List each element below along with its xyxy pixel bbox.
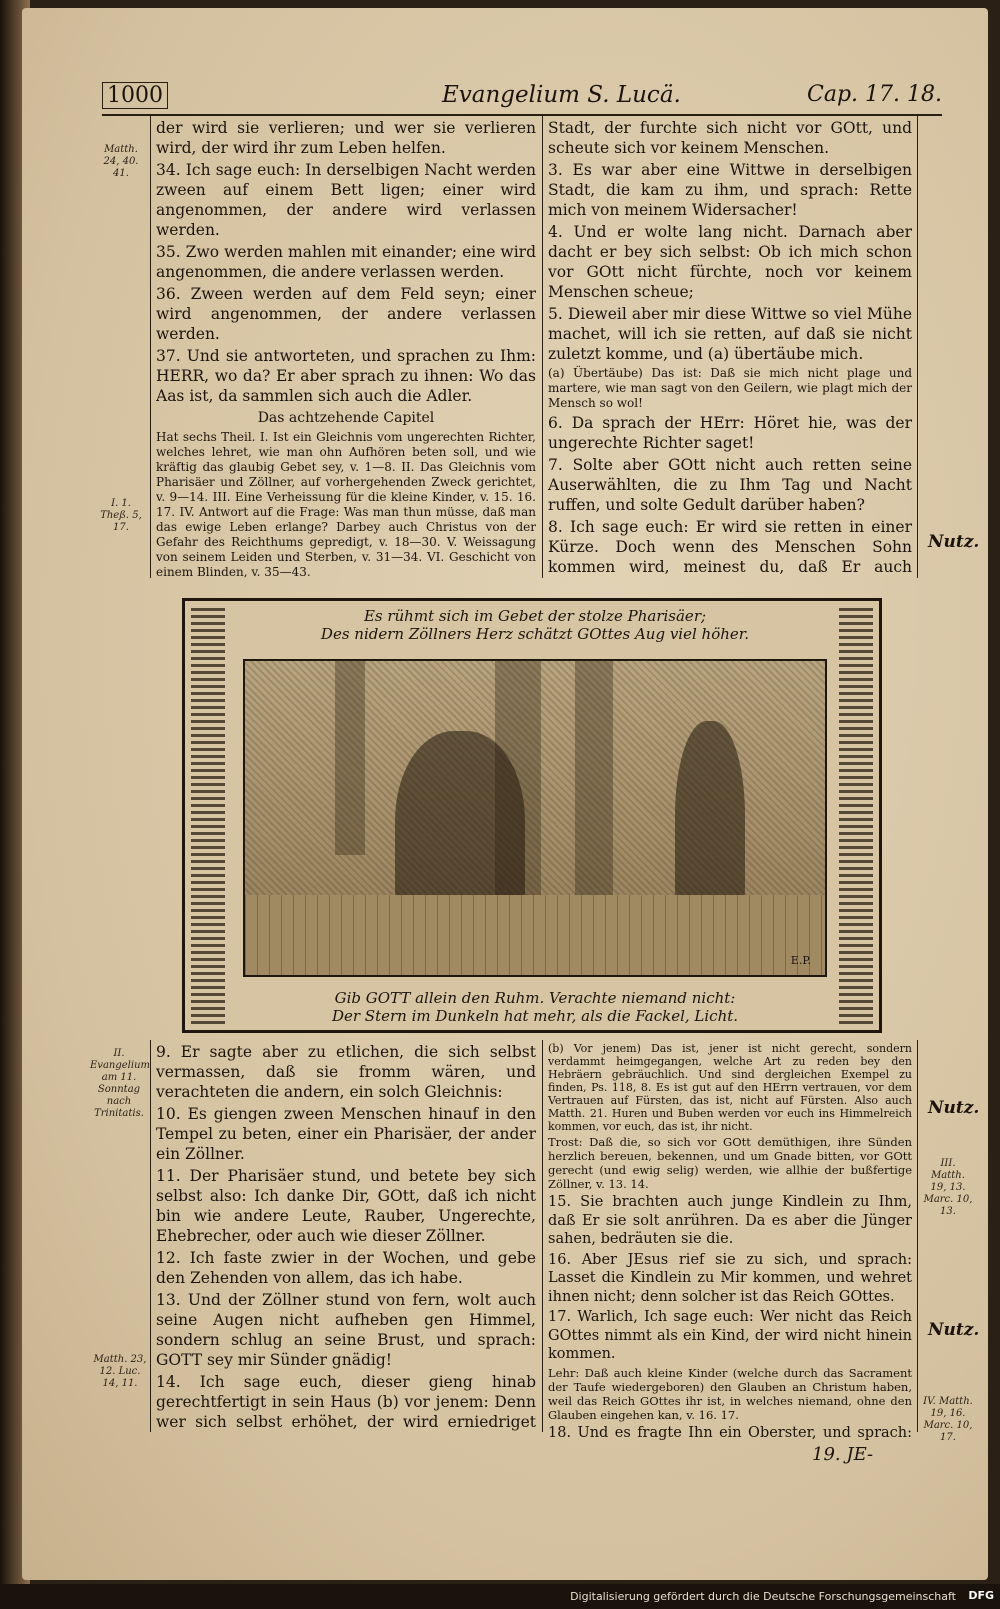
margin-note-matth19-a: III. Matth. 19, 13. Marc. 10, 13. <box>923 1158 973 1217</box>
margin-rule-right-top <box>917 116 918 578</box>
column-top-left <box>156 118 536 578</box>
temple-pillar <box>335 661 365 855</box>
verse-4: 4. Und er wolte lang nicht. Darnach aber dacht er bey sich selbst: Ob ich mich schon vor GOtt nicht fürchte, noch vor keinem Menschen scheue; <box>548 223 912 301</box>
column-divider-bottom <box>542 1040 543 1432</box>
margin-note-matth24: Matth. 24, 40. 41. <box>103 144 139 179</box>
margin-rule-right-bottom <box>917 1040 918 1432</box>
caption-bottom-line-2: Der Stern im Dunkeln hat mehr, als die Fackel, Licht. <box>331 1007 739 1025</box>
caption-bottom-line-1: Gib GOTT allein den Ruhm. Verachte niemand nicht: <box>334 989 736 1007</box>
caption-top-line-2: Des nidern Zöllners Herz schätzt GOttes Aug viel höher. <box>320 625 750 643</box>
chapter-summary: Hat sechs Theil. I. Ist ein Gleichnis vom ungerechten Richter, welches lehret, wie man ohn Aufhören beten soll, und wie kräftig das glaubig Gebet sey, v. 1—8. II. Das Gleichnis vom Pharisäer und Zöllner, auf vorhergehenden Zweck gerichtet, v. 9—14. III. Eine Verheissung für die kleine Kinder, v. 15. 16. 17. IV. Antwort auf die Frage: Was man thun müsse, daß man das ewige Leben erlange? Darbey auch Christus von der Gefahr des Reichthums gepredigt, v. 18—30. V. Weissagung von seinem Leiden und Sterben, v. 31—34. VI. Geschicht von einem Blinden, v. 35—43. <box>156 430 536 578</box>
nutz-label-3: Nutz. <box>928 1320 980 1340</box>
verse-10: 10. Es giengen zween Menschen hinauf in den Tempel zu beten, einer ein Pharisäer, der ander ein Zöllner. <box>156 1105 536 1163</box>
digitization-footer <box>0 1584 1000 1609</box>
verse-18: 18. Und es fragte Ihn ein Oberster, und sprach: <box>548 1424 912 1441</box>
column-divider-top <box>542 116 543 578</box>
verse-15: 15. Sie brachten auch junge Kindlein zu Ihm, daß Er sie solt anrühren. Da es aber die Jünger sahen, bedräuten sie die. <box>548 1194 912 1247</box>
page-number: 1000 <box>102 82 168 109</box>
verse-11: 11. Der Pharisäer stund, und betete bey sich selbst also: Ich danke Dir, GOtt, daß ich nicht bin wie andere Leute, Rauber, Ungerechte, Ehebrecher, oder auch wie dieser Zöllner. <box>156 1167 536 1245</box>
chapter-title: Das achtzehende Capitel <box>257 410 435 426</box>
woodcut-illustration <box>243 659 827 977</box>
verse-8: 8. Ich sage euch: Er wird sie retten in einer Kürze. Doch wenn des Menschen Sohn kommen wird, meinest du, daß Er auch <box>548 518 912 576</box>
verse-3: 3. Es war aber eine Wittwe in derselbigen Stadt, die kam zu ihm, und sprach: Rette mich von meinem Widersacher! <box>548 161 912 219</box>
column-bottom-left <box>156 1042 536 1432</box>
woodcut-plate <box>182 598 882 1033</box>
verse-34: 34. Ich sage euch: In derselbigen Nacht werden zween auf einem Bett ligen; einer wird angenommen, der andere wird verlassen werden. <box>156 161 536 239</box>
funding-credit: Digitalisierung gefördert durch die Deutsche Forschungsgemeinschaft <box>570 1590 956 1603</box>
column-top-right <box>548 118 912 578</box>
footnote-b: (b) Vor jenem) Das ist, jener ist nicht gerecht, sondern verdammt heimgegangen, welche Art zu reden bey den Hebräern gebräuchlich. Und sind dergleichen Exempel zu finden, Ps. 118, 8. Es ist gut auf den HErrn vertrauen, vor dem Vertrauen auf Fürsten, das ist, nicht auf Fürsten. Also auch Matth. 21. Huren und Buben werden vor euch ins Himmelreich kommen, vor euch, das ist, ihr nicht. <box>548 1042 912 1133</box>
verse-13: 13. Und der Zöllner stund von fern, wolt auch seine Augen nicht aufheben gen Himmel, sondern schlug an seine Brust, und sprach: GOTT sey mir Sünder gnädig! <box>156 1291 536 1369</box>
plate-caption-top <box>305 607 765 643</box>
ornament-border-right <box>839 607 873 1024</box>
verse-7: 7. Solte aber GOtt nicht auch retten seine Auserwählten, die zu Ihm Tag und Nacht ruffen, und solte Gedult darüber haben? <box>548 456 912 514</box>
ornament-border-left <box>191 607 225 1024</box>
caption-top-line-1: Es rühmt sich im Gebet der stolze Pharisäer; <box>363 607 707 625</box>
margin-note-matth19-b: IV. Matth. 19, 16. Marc. 10, 17. <box>923 1396 973 1443</box>
verse-14: 14. Ich sage euch, dieser gieng hinab gerechtfertigt in sein Haus (b) vor jenem: Denn wer sich selbst erhöhet, der wird erniedriget <box>156 1373 536 1431</box>
dfg-logo: DFG <box>968 1589 994 1602</box>
lehr-note: Lehr: Daß auch kleine Kinder (welche durch das Sacrament der Taufe wiedergeboren) den Glauben an Christum haben, weil das Reich GOttes ihr ist, in welches niemand, ohne den Glauben eingehen kan, v. 16. 17. <box>548 1365 912 1422</box>
margin-rule-left-top <box>150 116 151 578</box>
catchword: 19. JE- <box>812 1444 874 1465</box>
verse-16: 16. Aber JEsus rief sie zu sich, und sprach: Lasset die Kindlein zu Mir kommen, und wehret ihnen nicht; denn solcher ist das Reich GOttes. <box>548 1251 912 1305</box>
nutz-label-2: Nutz. <box>928 1098 980 1118</box>
margin-note-gospel-sunday: II. Evangelium am 11. Sonntag nach Trinitatis. <box>90 1048 150 1119</box>
engraver-signature: E.P. <box>790 954 811 967</box>
verse-17: 17. Warlich, Ich sage euch: Wer nicht das Reich GOttes nimmt als ein Kind, der wird nicht hinein kommen. <box>548 1309 912 1362</box>
column-bottom-right <box>548 1042 912 1442</box>
trost-note-2: Trost: Daß die, so sich vor GOtt demüthigen, ihre Sünden herzlich bereuen, bekennen, und um Gnade bitten, vor GOtt gerecht (und ewig selig) werden, wie allhie der bußfertige Zöllner, v. 13. 14. <box>548 1135 912 1191</box>
verse-9: 9. Er sagte aber zu etlichen, die sich selbst vermassen, daß sie fromm wären, und verachteten die andern, ein solch Gleichnis: <box>156 1043 536 1101</box>
temple-floor <box>245 895 825 975</box>
margin-note-thess: I. 1. Theß. 5, 17. <box>100 498 142 533</box>
margin-rule-left-bottom <box>150 1040 151 1432</box>
verse-36: 36. Zween werden auf dem Feld seyn; einer wird angenommen, der andere verlassen werden. <box>156 285 536 343</box>
verse-35: 35. Zwo werden mahlen mit einander; eine wird angenommen, die andere verlassen werden. <box>156 243 536 281</box>
temple-pillar <box>575 661 613 905</box>
verse-5: 5. Dieweil aber mir diese Wittwe so viel Mühe machet, will ich sie retten, auf daß sie nicht zuletzt komme, und (a) übertäube mich. <box>548 305 912 363</box>
footnote-a: (a) Übertäube) Das ist: Daß sie mich nicht plage und martere, wie man sagt von den Geilern, wie plagt mich der Mensch so wol! <box>548 366 912 410</box>
verse-37: 37. Und sie antworteten, und sprachen zu Ihm: HERR, wo da? Er aber sprach zu ihnen: Wo das Aas ist, da sammlen sich auch die Adler. <box>156 347 536 405</box>
plate-caption-bottom <box>305 989 765 1025</box>
verse-6: 6. Da sprach der HErr: Höret hie, was der ungerechte Richter saget! <box>548 414 912 452</box>
verse-2-cont: Stadt, der furchte sich nicht vor GOtt, und scheute sich vor keinem Menschen. <box>548 119 912 157</box>
nutz-label-1: Nutz. <box>928 532 980 552</box>
verse-33: der wird sie verlieren; und wer sie verlieren wird, der wird ihr zum Leben helfen. <box>156 119 536 157</box>
running-title: Evangelium S. Lucä. <box>442 82 681 108</box>
margin-note-matth23: Matth. 23, 12. Luc. 14, 11. <box>93 1354 147 1389</box>
book-page <box>22 8 988 1580</box>
running-header <box>102 78 942 116</box>
chapter-reference: Cap. 17. 18. <box>807 82 942 107</box>
verse-12: 12. Ich faste zwier in der Wochen, und gebe den Zehenden von allem, das ich habe. <box>156 1249 536 1287</box>
